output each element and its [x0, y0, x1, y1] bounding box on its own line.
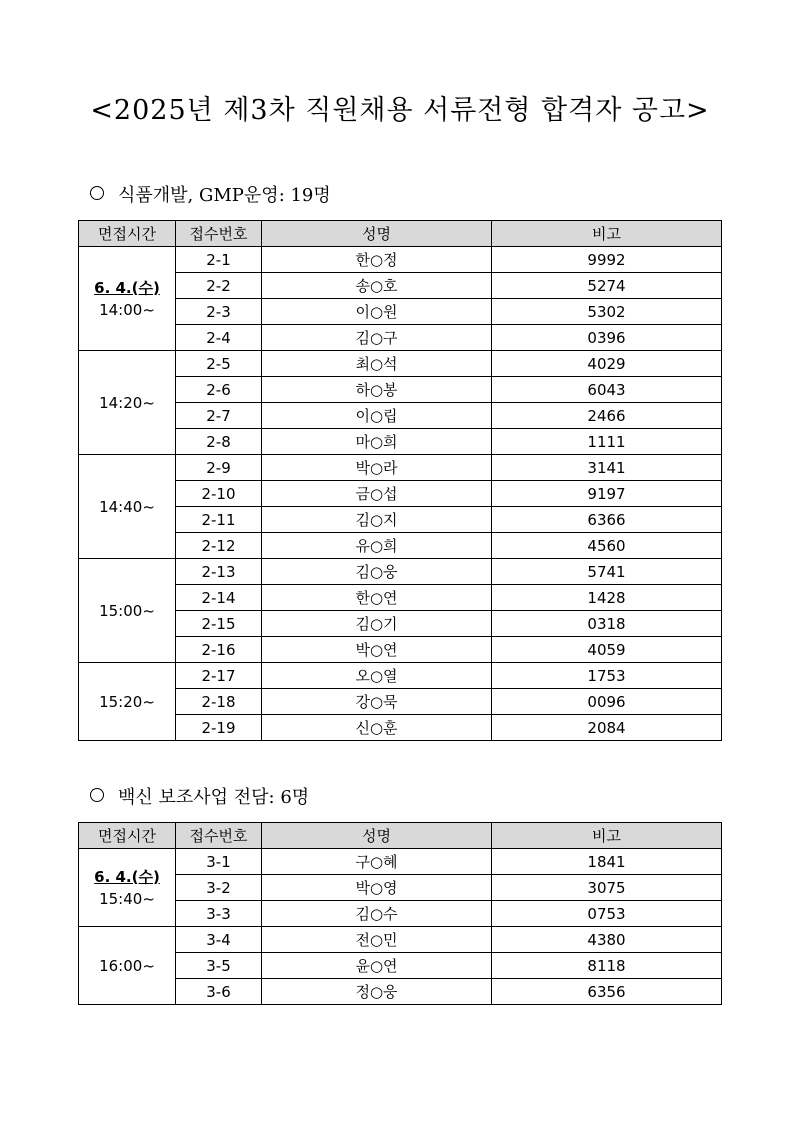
applicant-name: 한○정 [262, 247, 492, 273]
remarks: 5274 [492, 273, 722, 299]
application-number: 2-1 [176, 247, 262, 273]
applicant-name: 윤○연 [262, 953, 492, 979]
remarks: 6356 [492, 979, 722, 1005]
application-number: 2-14 [176, 585, 262, 611]
interview-time-cell [79, 455, 176, 559]
table-row [79, 481, 722, 507]
table-row [79, 927, 722, 953]
application-number: 2-7 [176, 403, 262, 429]
application-number: 2-5 [176, 351, 262, 377]
interview-time: 16:00~ [99, 956, 155, 975]
remarks: 2084 [492, 715, 722, 741]
remarks: 0753 [492, 901, 722, 927]
applicant-name: 하○봉 [262, 377, 492, 403]
applicant-name: 김○수 [262, 901, 492, 927]
section-heading-1 [90, 181, 331, 207]
applicant-name: 김○구 [262, 325, 492, 351]
application-number: 2-8 [176, 429, 262, 455]
section-heading-text: 백신 보조사업 전담: 6명 [118, 787, 310, 808]
remarks: 9197 [492, 481, 722, 507]
applicant-name: 김○웅 [262, 559, 492, 585]
application-number: 2-16 [176, 637, 262, 663]
applicant-table-1 [78, 220, 722, 741]
application-number: 3-1 [176, 849, 262, 875]
application-number: 2-12 [176, 533, 262, 559]
application-number: 2-3 [176, 299, 262, 325]
remarks: 0396 [492, 325, 722, 351]
remarks: 4029 [492, 351, 722, 377]
circle-bullet-icon [90, 186, 104, 200]
remarks: 3075 [492, 875, 722, 901]
applicant-name: 이○립 [262, 403, 492, 429]
table-row [79, 953, 722, 979]
application-number: 2-2 [176, 273, 262, 299]
column-header: 성명 [262, 221, 492, 247]
column-header: 접수번호 [176, 221, 262, 247]
page-title: <2025년 제3차 직원채용 서류전형 합격자 공고> [90, 95, 710, 126]
table-row [79, 901, 722, 927]
remarks: 5741 [492, 559, 722, 585]
interview-time: 14:20~ [99, 393, 155, 412]
section-heading-2 [90, 783, 309, 809]
applicant-name: 김○지 [262, 507, 492, 533]
column-header: 접수번호 [176, 823, 262, 849]
remarks: 4380 [492, 927, 722, 953]
column-header: 비고 [492, 823, 722, 849]
interview-time: 14:40~ [99, 497, 155, 516]
application-number: 3-4 [176, 927, 262, 953]
remarks: 4560 [492, 533, 722, 559]
applicant-name: 송○호 [262, 273, 492, 299]
applicant-name: 구○혜 [262, 849, 492, 875]
table-row [79, 247, 722, 273]
remarks: 1753 [492, 663, 722, 689]
remarks: 6366 [492, 507, 722, 533]
application-number: 2-9 [176, 455, 262, 481]
table-row [79, 585, 722, 611]
application-number: 3-6 [176, 979, 262, 1005]
table-row [79, 637, 722, 663]
interview-time: 15:40~ [99, 889, 155, 908]
table-row [79, 533, 722, 559]
table-row [79, 377, 722, 403]
interview-time-cell [79, 247, 176, 351]
remarks: 0318 [492, 611, 722, 637]
applicant-name: 한○연 [262, 585, 492, 611]
interview-time-cell [79, 559, 176, 663]
applicant-name: 박○연 [262, 637, 492, 663]
circle-bullet-icon [90, 788, 104, 802]
application-number: 2-6 [176, 377, 262, 403]
application-number: 2-18 [176, 689, 262, 715]
applicant-name: 최○석 [262, 351, 492, 377]
application-number: 2-19 [176, 715, 262, 741]
remarks: 8118 [492, 953, 722, 979]
application-number: 2-13 [176, 559, 262, 585]
applicant-name: 박○라 [262, 455, 492, 481]
table-row [79, 611, 722, 637]
interview-time: 15:20~ [99, 692, 155, 711]
remarks: 2466 [492, 403, 722, 429]
section-heading-text: 식품개발, GMP운영: 19명 [118, 185, 331, 206]
remarks: 3141 [492, 455, 722, 481]
interview-time-cell [79, 663, 176, 741]
application-number: 2-10 [176, 481, 262, 507]
interview-time-cell [79, 849, 176, 927]
applicant-name: 오○열 [262, 663, 492, 689]
table-row [79, 979, 722, 1005]
interview-time-cell [79, 351, 176, 455]
table-row [79, 429, 722, 455]
remarks: 4059 [492, 637, 722, 663]
column-header: 성명 [262, 823, 492, 849]
header-row [79, 823, 722, 849]
remarks: 6043 [492, 377, 722, 403]
table-row [79, 559, 722, 585]
header-row [79, 221, 722, 247]
table-row [79, 299, 722, 325]
applicant-name: 금○섭 [262, 481, 492, 507]
application-number: 2-17 [176, 663, 262, 689]
applicant-name: 박○영 [262, 875, 492, 901]
table-row [79, 663, 722, 689]
application-number: 3-5 [176, 953, 262, 979]
application-number: 2-4 [176, 325, 262, 351]
applicant-name: 김○기 [262, 611, 492, 637]
table-row [79, 403, 722, 429]
applicant-table-2 [78, 822, 722, 1005]
table-row [79, 507, 722, 533]
table-row [79, 715, 722, 741]
table-row [79, 351, 722, 377]
applicant-name: 강○묵 [262, 689, 492, 715]
interview-date: 6. 4.(수) [94, 867, 160, 886]
table-row [79, 455, 722, 481]
interview-date: 6. 4.(수) [94, 278, 160, 297]
applicant-name: 마○희 [262, 429, 492, 455]
interview-time: 14:00~ [99, 300, 155, 319]
table-row [79, 689, 722, 715]
remarks: 1111 [492, 429, 722, 455]
interview-time-cell [79, 927, 176, 1005]
remarks: 1428 [492, 585, 722, 611]
interview-time: 15:00~ [99, 601, 155, 620]
table-row [79, 273, 722, 299]
application-number: 2-15 [176, 611, 262, 637]
table-row [79, 325, 722, 351]
remarks: 0096 [492, 689, 722, 715]
application-number: 2-11 [176, 507, 262, 533]
application-number: 3-3 [176, 901, 262, 927]
remarks: 1841 [492, 849, 722, 875]
applicant-name: 정○웅 [262, 979, 492, 1005]
table-row [79, 875, 722, 901]
column-header: 면접시간 [79, 221, 176, 247]
column-header: 비고 [492, 221, 722, 247]
applicant-name: 전○민 [262, 927, 492, 953]
remarks: 5302 [492, 299, 722, 325]
remarks: 9992 [492, 247, 722, 273]
applicant-name: 신○훈 [262, 715, 492, 741]
applicant-name: 이○원 [262, 299, 492, 325]
application-number: 3-2 [176, 875, 262, 901]
table-row [79, 849, 722, 875]
applicant-name: 유○희 [262, 533, 492, 559]
column-header: 면접시간 [79, 823, 176, 849]
